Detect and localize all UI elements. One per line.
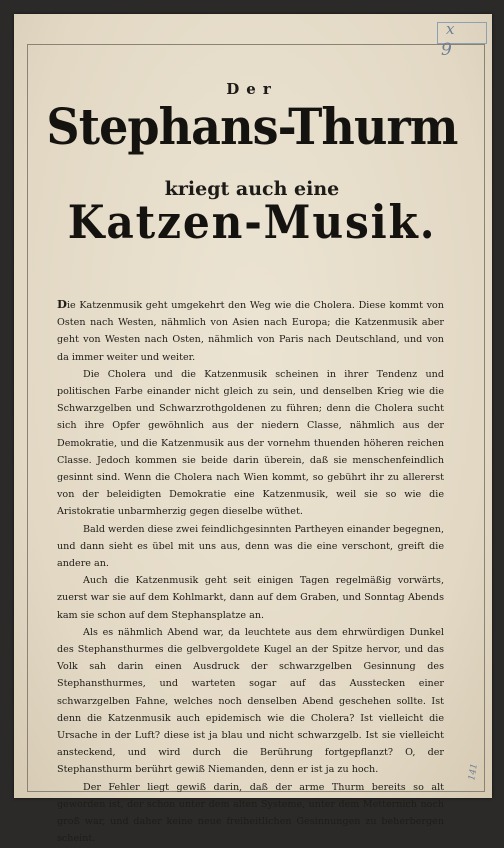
paragraph: Der Fehler liegt gewiß darin, daß der arme Thurm bereits so alt geworden ist, der schon unter dem alten Systeme, unter dem Metternich noch groß war, und daher keine neue freiheitlichen Gesinnungen zu beherbergen scheint. xyxy=(57,781,444,845)
title-article: Der xyxy=(226,80,278,98)
paragraph: Bald werden diese zwei feindlichgesinnten Partheyen einander begegnen, und dann sieht es übel mit uns aus, denn was die eine verschont, greift die andere an. xyxy=(57,523,444,570)
paragraph: Als es nähmlich Abend war, da leuchtete aus dem ehrwürdigen Dunkel des Stephansthurmes die gelbvergoldete Kugel an der Spitze hervor, und das Volk sah darin einen Ausdruck der schwarzgelben Gesinnung des Stephansthurmes, und warteten sogar auf das Ausstecken einer schwarzgelben Fahne, welches noch denselben Abend geschehen sollte. Ist denn die Katzenmusik auch epidemisch wie die Cholera? Ist vielleicht die Ursache in der Luft? diese ist ja blau und nicht schwarzgelb. Ist sie vielleicht ansteckend, und wird durch die Berührung fortgepflanzt? O, der Stephansthurm berührt gewiß Niemanden, denn er ist ja zu hoch. xyxy=(57,626,444,776)
corner-annotation-x: x xyxy=(446,20,455,38)
catalog-number: 141 xyxy=(467,762,481,782)
title-connector: kriegt auch eine xyxy=(164,178,340,200)
corner-annotation-number: 9 xyxy=(441,40,452,60)
paragraph: Die Cholera und die Katzenmusik scheinen in ihrer Tendenz und politischen Farbe einander nicht gleich zu sein, und denselben Krieg wie die Schwarzgelben und Schwarzrothgoldenen zu führen; denn die Cholera sucht sich ihre Opfer gewöhnlich aus der niedern Classe, nähmlich aus der Demokratie, und die Katzenmusik aus der vornehm thuenden höheren reichen Classe. Jedoch kommen sie beide darin überein, daß sie menschenfeindlich gesinnt sind. Wenn die Cholera nach Wien kommt, so gebührt ihr zu allererst von der beleidigten Demokratie eine Katzenmusik, weil sie so wie die Aristokratie unbarmherzig gegen dieselbe wüthet. xyxy=(57,368,444,518)
paragraph: Auch die Katzenmusik geht seit einigen Tagen regelmäßig vorwärts, zuerst war sie auf dem Kohlmarkt, dann auf dem Graben, und Sonntag Abends kam sie schon auf dem Stephansplatze an. xyxy=(57,575,444,621)
paragraph: Die Katzenmusik geht umgekehrt den Weg wie die Cholera. Diese kommt von Osten nach Westen, nähmlich von Asien nach Europa; die Katzenmusik aber geht von Westen nach Osten, nähmlich von Paris nach Deutschland, und von da immer weiter und weiter. xyxy=(57,297,444,363)
title-secondary: Katzen-Musik. xyxy=(67,195,437,249)
title-main: Stephans-Thurm xyxy=(46,97,458,156)
body-text xyxy=(57,296,444,848)
